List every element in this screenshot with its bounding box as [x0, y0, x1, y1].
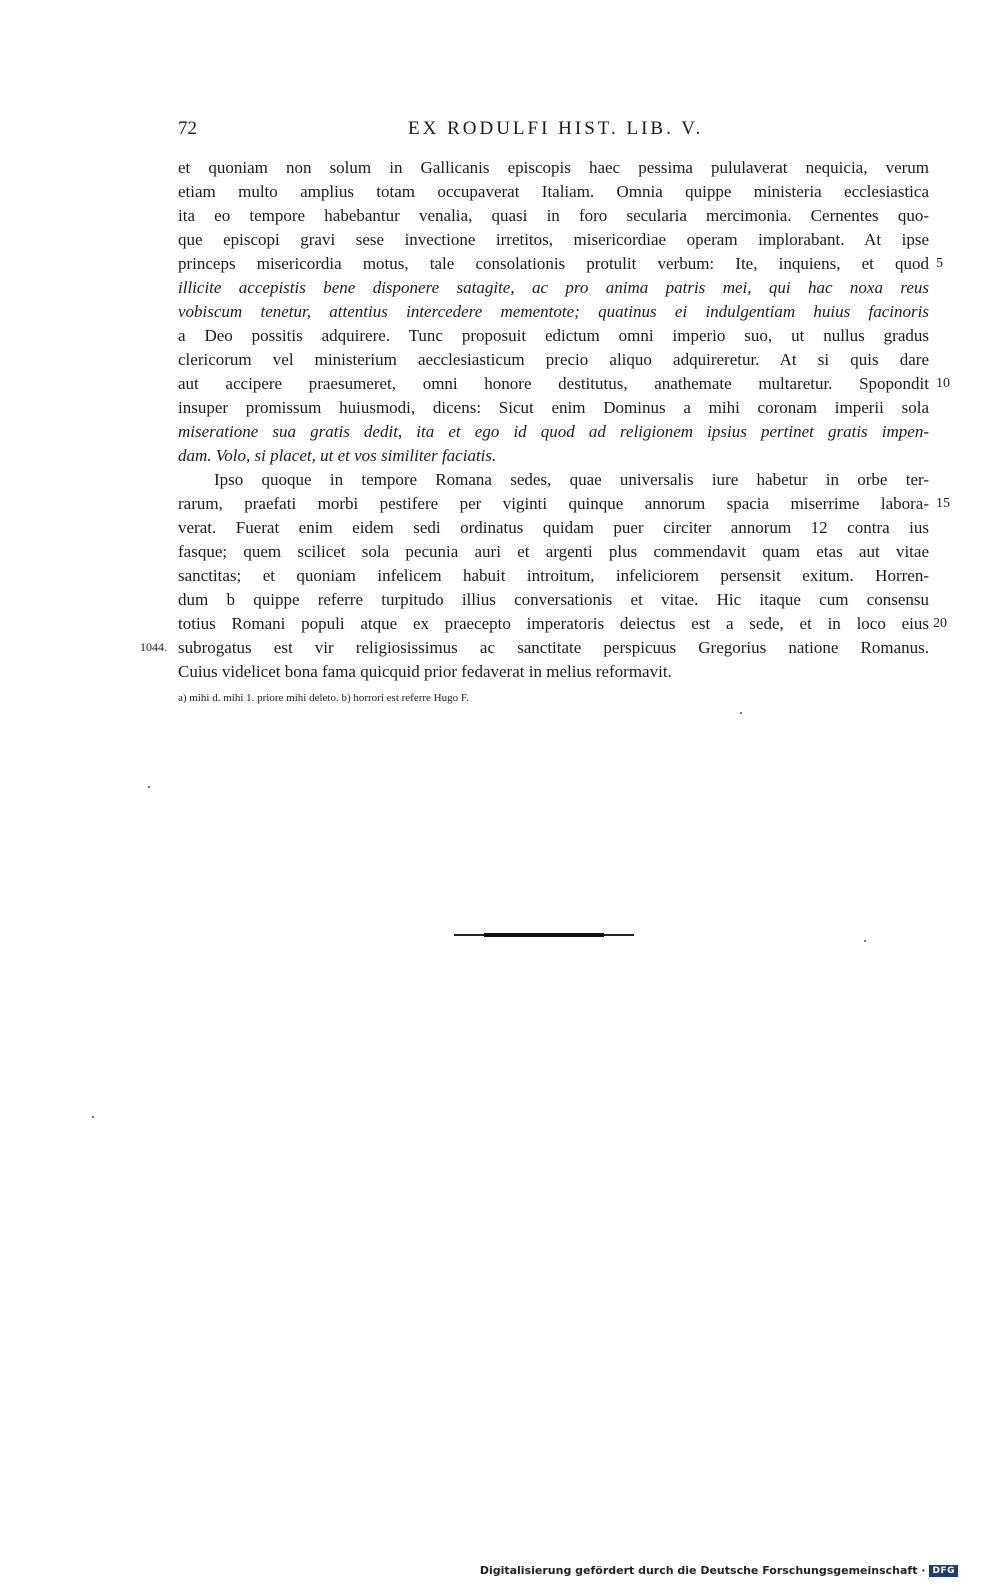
- text-line: rarum, praefati morbi pestifere per viginti quinque annorum spacia miserrime labora-: [178, 494, 929, 513]
- credit-text: Digitalisierung gefördert durch die Deutsche Forschungsgemeinschaft ·: [479, 1564, 926, 1577]
- text-line: fasque; quem scilicet sola pecunia auri et argenti plus commendavit quam etas aut vitae: [178, 542, 929, 561]
- text-line: miseratione sua gratis dedit, ita et ego id quod ad religionem ipsius pertinet gratis impen-: [178, 422, 929, 441]
- text-line: princeps misericordia motus, tale consolationis protulit verbum: Ite, inquiens, et quod: [178, 254, 929, 273]
- line-number: 20: [933, 616, 947, 631]
- scan-speck: [864, 940, 866, 942]
- text-line: que episcopi gravi sese invectione irretitos, misericordiae operam implorabant. At ipse: [178, 230, 929, 249]
- text-line: a Deo possitis adquirere. Tunc proposuit edictum omni imperio suo, ut nullus gradus: [178, 326, 929, 345]
- scan-speck: [740, 712, 742, 714]
- text-line: Ipso quoque in tempore Romana sedes, quae universalis iure habetur in orbe ter-: [214, 470, 929, 489]
- text-line: illicite accepistis bene disponere satagite, ac pro anima patris mei, qui hac noxa reus: [178, 278, 929, 297]
- footnotes: a) mihi d. mihi 1. priore mihi deleto. b) horrori est referre Hugo F.: [178, 692, 469, 704]
- text-line: etiam multo amplius totam occupaverat Italiam. Omnia quippe ministeria ecclesiastica: [178, 182, 929, 201]
- running-head: EX RODULFI HIST. LIB. V.: [408, 118, 704, 139]
- line-number: 5: [936, 256, 943, 271]
- dfg-logo: DFG: [929, 1565, 958, 1577]
- text-line: sanctitas; et quoniam infelicem habuit introitum, infeliciorem persensit exitum. Horren-: [178, 566, 929, 585]
- text-line: Cuius videlicet bona fama quicquid prior fedaverat in melius reformavit.: [178, 662, 672, 681]
- text-line: aut accipere praesumeret, omni honore destitutus, anathemate multaretur. Spopondit: [178, 374, 929, 393]
- text-line: insuper promissum huiusmodi, dicens: Sicut enim Dominus a mihi coronam imperii sola: [178, 398, 929, 417]
- margin-year: 1044.: [140, 640, 167, 654]
- text-line: totius Romani populi atque ex praecepto imperatoris deiectus est a sede, et in loco eius: [178, 614, 929, 633]
- page-number: 72: [178, 118, 197, 139]
- end-rule-center: [484, 933, 604, 937]
- text-line: clericorum vel ministerium aecclesiasticum precio aliquo adquireretur. At si quis dare: [178, 350, 929, 369]
- text-line: dum b quippe referre turpitudo illius conversationis et vitae. Hic itaque cum consensu: [178, 590, 929, 609]
- text-line: verat. Fuerat enim eidem sedi ordinatus quidam puer circiter annorum 12 contra ius: [178, 518, 929, 537]
- text-line: vobiscum tenetur, attentius intercedere mementote; quatinus ei indulgentiam huius facinoris: [178, 302, 929, 321]
- digitization-credit: [480, 1564, 958, 1577]
- text-line: subrogatus est vir religiosissimus ac sanctitate perspicuus Gregorius natione Romanus.: [178, 638, 929, 657]
- scan-speck: [92, 1116, 94, 1118]
- text-line: dam. Volo, si placet, ut et vos similiter faciatis.: [178, 446, 497, 465]
- text-line: et quoniam non solum in Gallicanis episcopis haec pessima pululaverat nequicia, verum: [178, 158, 929, 177]
- end-rule: [454, 934, 634, 936]
- line-number: 10: [936, 376, 950, 391]
- line-number: 15: [936, 496, 950, 511]
- text-line: ita eo tempore habebantur venalia, quasi in foro secularia mercimonia. Cernentes quo-: [178, 206, 929, 225]
- scan-speck: [148, 786, 150, 788]
